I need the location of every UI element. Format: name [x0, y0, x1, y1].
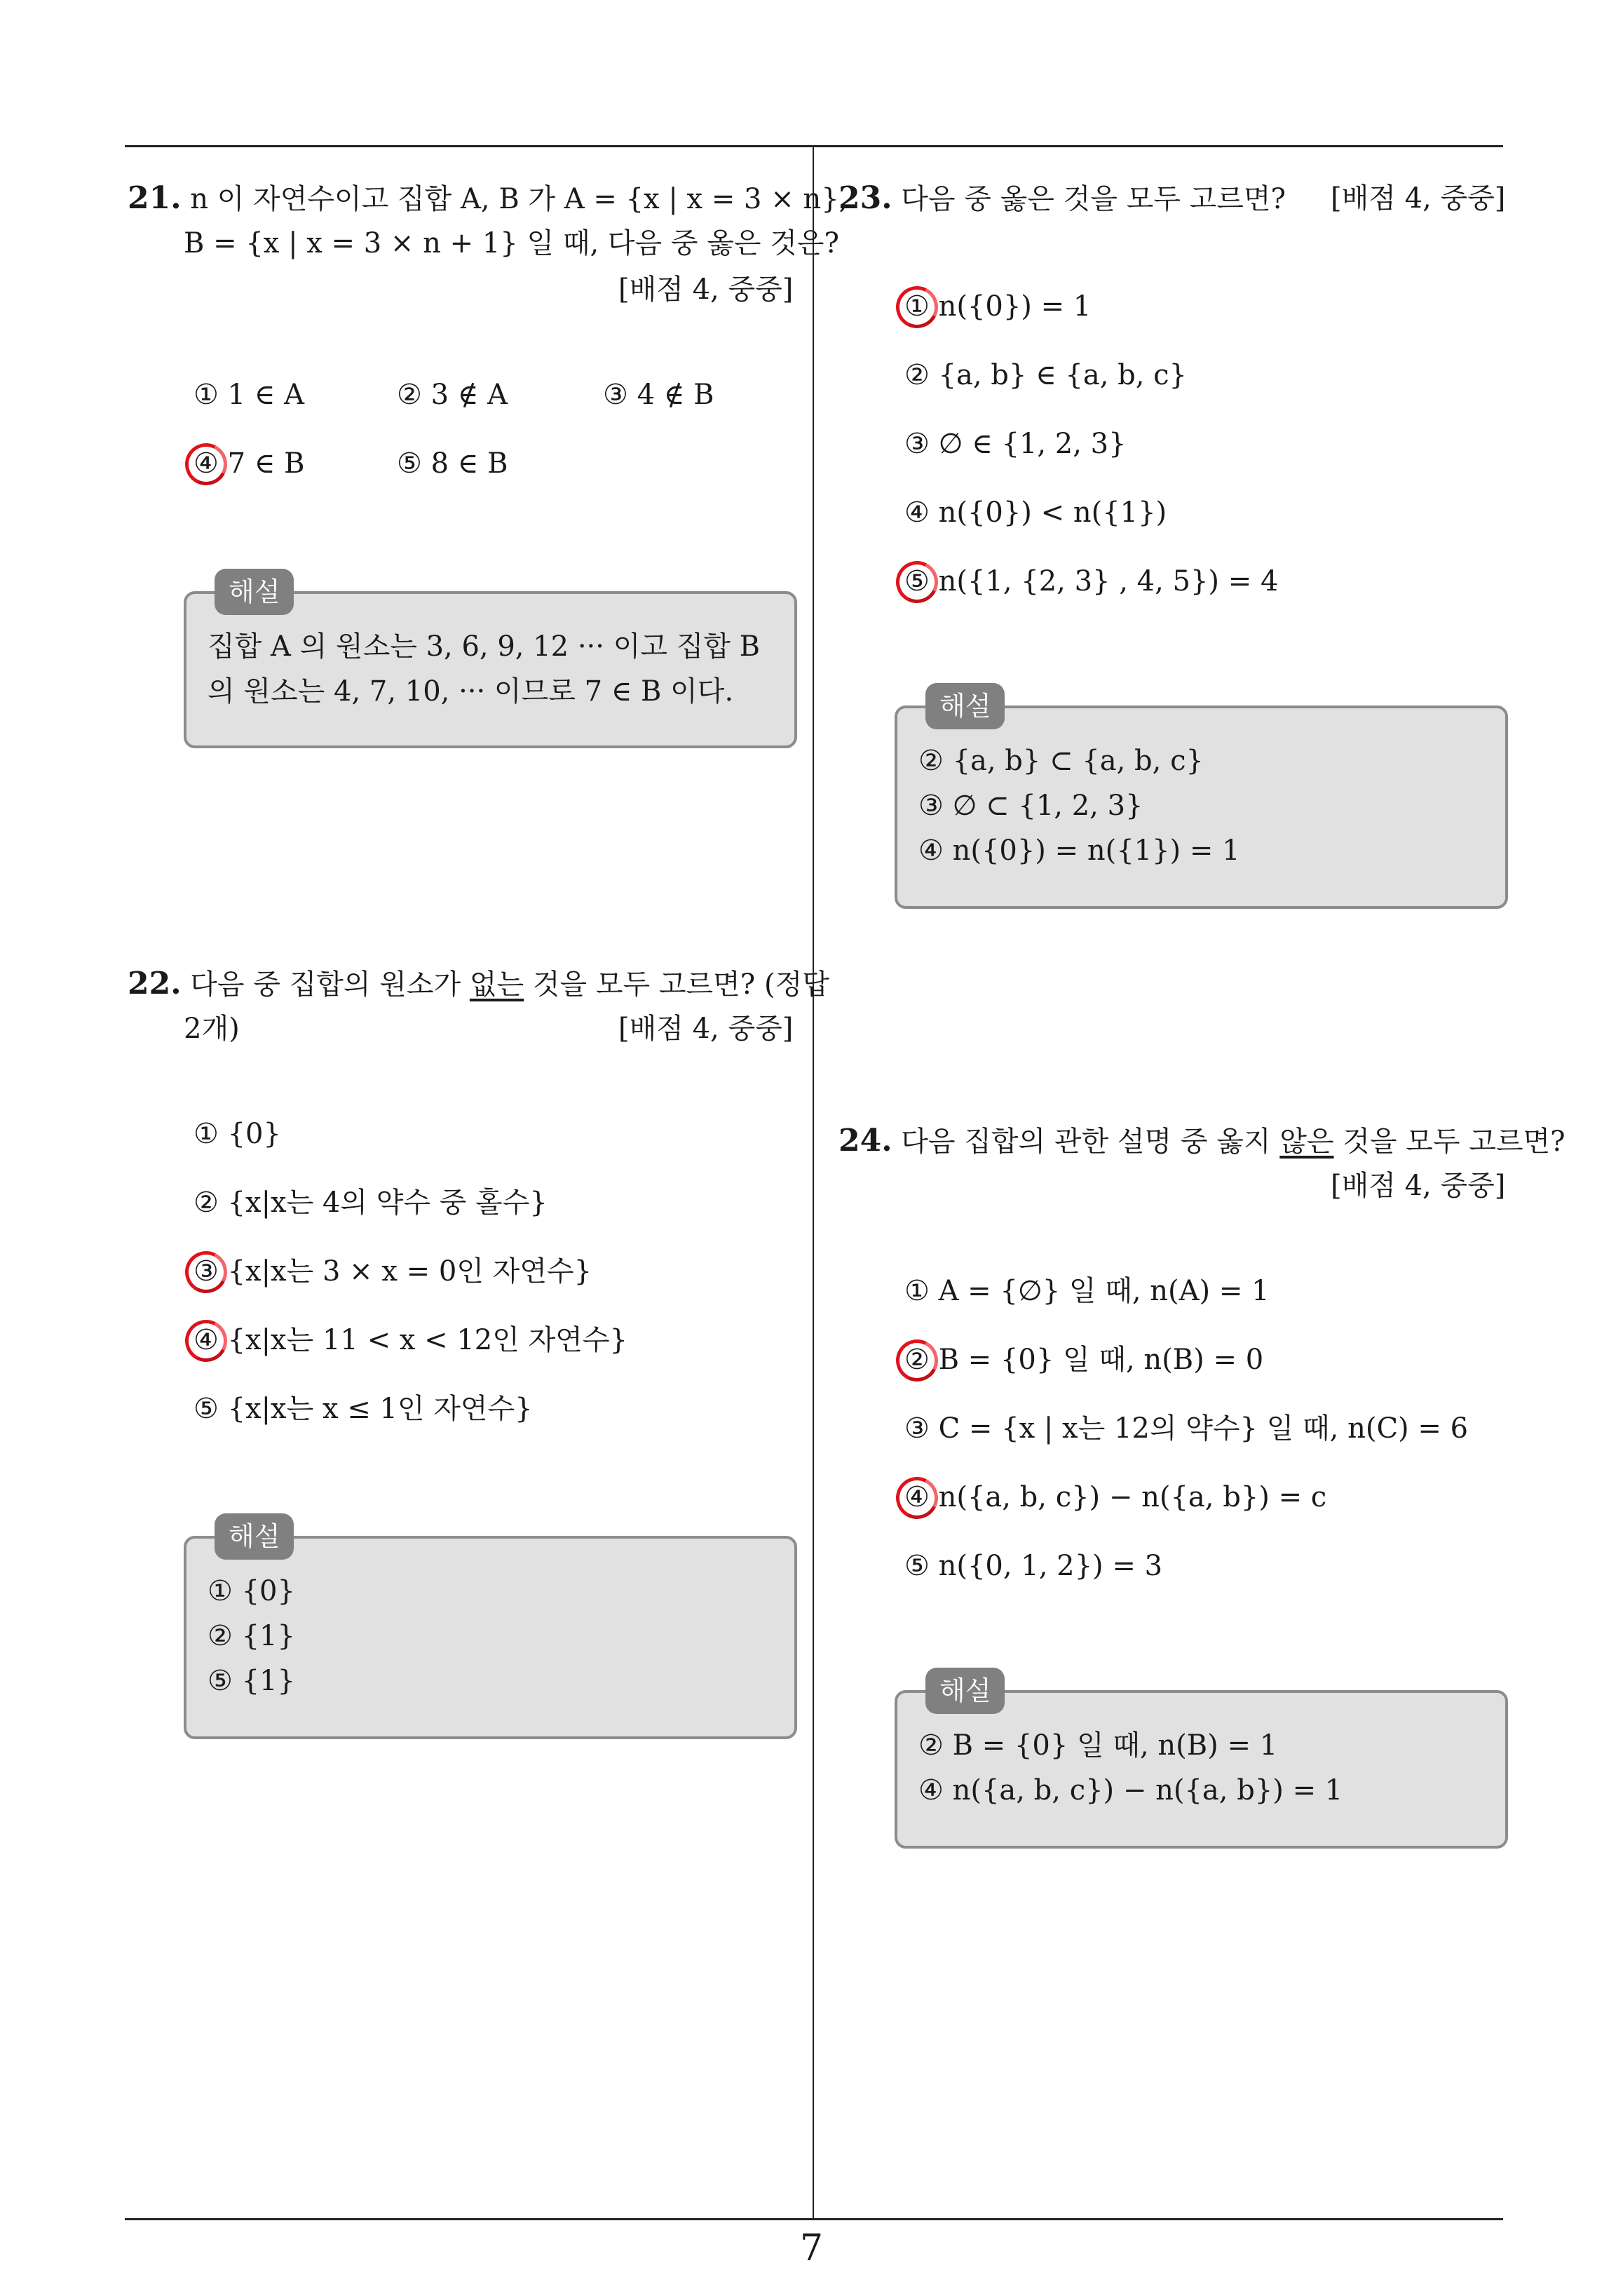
choice-22-5[interactable]: ⑤ {x|x는 x ≤ 1인 자연수} — [193, 1393, 533, 1425]
question-21-score: [배점 4, 중중] — [618, 274, 794, 306]
column-divider — [813, 145, 814, 2220]
choice-24-1[interactable]: ① A = {∅} 일 때, n(A) = 1 — [904, 1275, 1270, 1307]
question-21-line-1 — [128, 180, 848, 218]
question-text-underlined: 없는 — [469, 968, 524, 1001]
page-number: 7 — [799, 2227, 824, 2269]
choice-23-1[interactable]: ① n({0}) = 1 — [904, 290, 1092, 323]
solution-box-22 — [184, 1521, 797, 1739]
choice-21-4[interactable]: ④ 7 ∈ B — [193, 447, 305, 480]
solution-line: ② {1} — [208, 1620, 295, 1652]
solution-label: 해설 — [215, 569, 294, 615]
question-22-line-1 — [128, 965, 829, 1004]
solution-line: 의 원소는 4, 7, 10, ··· 이므로 7 ∈ B 이다. — [208, 675, 734, 708]
choice-21-1[interactable]: ① 1 ∈ A — [193, 379, 304, 411]
choice-23-3[interactable]: ③ ∅ ∈ {1, 2, 3} — [904, 428, 1127, 460]
solution-box-23 — [895, 691, 1508, 909]
solution-line: ⑤ {1} — [208, 1665, 295, 1697]
choice-24-3[interactable]: ③ C = {x | x는 12의 약수} 일 때, n(C) = 6 — [904, 1412, 1469, 1445]
choice-23-5[interactable]: ⑤ n({1, {2, 3} , 4, 5}) = 4 — [904, 565, 1279, 597]
solution-box-24 — [895, 1675, 1508, 1849]
question-text: 다음 중 옳은 것을 모두 고르면? — [901, 183, 1286, 215]
choice-21-5[interactable]: ⑤ 8 ∈ B — [397, 447, 508, 480]
solution-line: ② {a, b} ⊂ {a, b, c} — [918, 745, 1204, 777]
choice-24-2[interactable]: ② B = {0} 일 때, n(B) = 0 — [904, 1344, 1264, 1376]
question-23-line-1 — [838, 180, 1286, 218]
question-number: 22. — [128, 966, 182, 1001]
choice-24-5[interactable]: ⑤ n({0, 1, 2}) = 3 — [904, 1550, 1163, 1582]
choice-22-1[interactable]: ① {0} — [193, 1118, 281, 1150]
choice-21-3[interactable]: ③ 4 ∉ B — [603, 379, 714, 411]
question-22-line-2: 2개) — [184, 1013, 240, 1045]
solution-line: ② B = {0} 일 때, n(B) = 1 — [918, 1729, 1278, 1762]
question-24-score: [배점 4, 중중] — [1331, 1170, 1506, 1202]
choice-21-2[interactable]: ② 3 ∉ A — [397, 379, 508, 411]
question-text: 다음 집합의 관한 설명 중 옳지 — [901, 1126, 1280, 1158]
solution-label: 해설 — [215, 1513, 294, 1560]
choice-24-4[interactable]: ④ n({a, b, c}) − n({a, b}) = c — [904, 1481, 1327, 1513]
question-number: 23. — [838, 180, 892, 216]
solution-box-21 — [184, 576, 797, 748]
solution-line: 집합 A 의 원소는 3, 6, 9, 12 ··· 이고 집합 B — [208, 630, 761, 663]
question-22-score: [배점 4, 중중] — [618, 1013, 794, 1045]
solution-line: ① {0} — [208, 1575, 295, 1607]
question-number: 21. — [128, 180, 182, 216]
question-text: 다음 중 집합의 원소가 — [190, 968, 470, 1001]
solution-label: 해설 — [925, 683, 1005, 729]
bottom-rule — [125, 2218, 1503, 2220]
question-text-underlined: 않은 — [1279, 1126, 1334, 1158]
question-number: 24. — [838, 1123, 892, 1159]
choice-23-4[interactable]: ④ n({0}) < n({1}) — [904, 497, 1167, 529]
choice-22-4[interactable]: ④ {x|x는 11 < x < 12인 자연수} — [193, 1324, 627, 1356]
solution-label: 해설 — [925, 1668, 1005, 1714]
question-text: n 이 자연수이고 집합 A, B 가 A = {x | x = 3 × n}, — [190, 183, 848, 215]
choice-22-3[interactable]: ③ {x|x는 3 × x = 0인 자연수} — [193, 1255, 592, 1288]
solution-line: ④ n({0}) = n({1}) = 1 — [918, 835, 1240, 867]
choice-23-2[interactable]: ② {a, b} ∈ {a, b, c} — [904, 359, 1188, 391]
question-text: 것을 모두 고르면? (정답 — [524, 968, 829, 1001]
solution-line: ④ n({a, b, c}) − n({a, b}) = 1 — [918, 1774, 1343, 1807]
question-24-line-1 — [838, 1122, 1566, 1161]
question-23-score: [배점 4, 중중] — [1331, 182, 1506, 215]
solution-line: ③ ∅ ⊂ {1, 2, 3} — [918, 790, 1143, 822]
question-21-line-2: B = {x | x = 3 × n + 1} 일 때, 다음 중 옳은 것은? — [184, 227, 839, 259]
question-text: 것을 모두 고르면? — [1333, 1126, 1566, 1158]
choice-22-2[interactable]: ② {x|x는 4의 약수 중 홀수} — [193, 1187, 548, 1219]
top-rule — [125, 145, 1503, 147]
